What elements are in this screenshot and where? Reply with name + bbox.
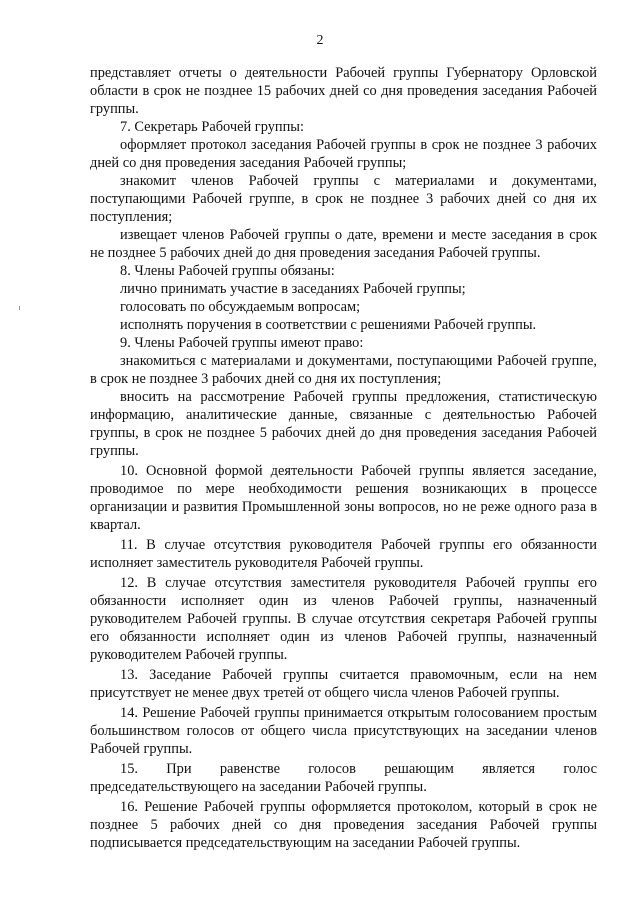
paragraph-7-acquaint: знакомит членов Рабочей группы с материалами и документами, поступающими Рабочей группе, в срок не позднее 3 рабочих дней со дня их поступления; [90,173,597,225]
paragraph-13: 13. Заседание Рабочей группы считается правомочным, если на нем присутствует не менее двух третей от общего числа членов Рабочей группы. [90,667,597,701]
paragraph-8-participate: лично принимать участие в заседаниях Рабочей группы; [120,281,466,297]
paragraph-9-acquaint: знакомиться с материалами и документами, поступающими Рабочей группе, в срок не позднее 3 рабочих дней со дня их поступления; [90,353,597,387]
paragraph-15: 15. При равенстве голосов решающим является голос председательствующего на заседании Рабочей группы. [90,761,597,795]
paragraph-8-execute: исполнять поручения в соответствии с решениями Рабочей группы. [120,317,537,333]
page-number: 2 [316,33,324,48]
paragraph-8-heading: 8. Члены Рабочей группы обязаны: [120,263,335,279]
paragraph-7-heading: 7. Секретарь Рабочей группы: [120,119,304,135]
paragraph-report: представляет отчеты о деятельности Рабочей группы Губернатору Орловской области в срок не позднее 15 рабочих дней со дня проведения заседания Рабочей группы. [90,65,597,117]
paragraph-11: 11. В случае отсутствия руководителя Рабочей группы его обязанности исполняет заместитель руководителя Рабочей группы. [90,537,597,571]
paragraph-8-vote: голосовать по обсуждаемым вопросам; [120,299,361,315]
paragraph-16: 16. Решение Рабочей группы оформляется протоколом, который в срок не позднее 5 рабочих дней со дня проведения заседания Рабочей группы подписывается председательствующим на заседании Рабочей группы. [90,799,597,851]
paragraph-9-heading: 9. Члены Рабочей группы имеют право: [120,335,364,351]
margin-mark [19,306,20,310]
paragraph-14: 14. Решение Рабочей группы принимается открытым голосованием простым большинством голосов от общего числа присутствующих на заседании членов Рабочей группы. [90,705,597,757]
paragraph-12: 12. В случае отсутствия заместителя руководителя Рабочей группы его обязанности исполняет один из членов Рабочей группы, назначенный руководителем Рабочей группы. В случае отсутствия секретаря Рабочей группы его обязанности исполняет один из членов Рабочей группы, назначенный руководителем Рабочей группы. [90,575,597,663]
document-body [90,64,597,852]
paragraph-9-submit: вносить на рассмотрение Рабочей группы предложения, статистическую информацию, аналитические данные, связанные с деятельностью Рабочей группы, в срок не позднее 5 рабочих дней до дня проведения заседания Рабочей группы. [90,389,597,459]
paragraph-7-protocol: оформляет протокол заседания Рабочей группы в срок не позднее 3 рабочих дней со дня проведения заседания Рабочей группы; [90,137,597,171]
paragraph-7-notify: извещает членов Рабочей группы о дате, времени и месте заседания в срок не позднее 5 рабочих дней до дня проведения заседания Рабочей группы. [90,227,597,261]
paragraph-10: 10. Основной формой деятельности Рабочей группы является заседание, проводимое по мере необходимости решения возникающих в процессе организации и развития Промышленной зоны вопросов, но не реже одного раза в квартал. [90,463,597,533]
